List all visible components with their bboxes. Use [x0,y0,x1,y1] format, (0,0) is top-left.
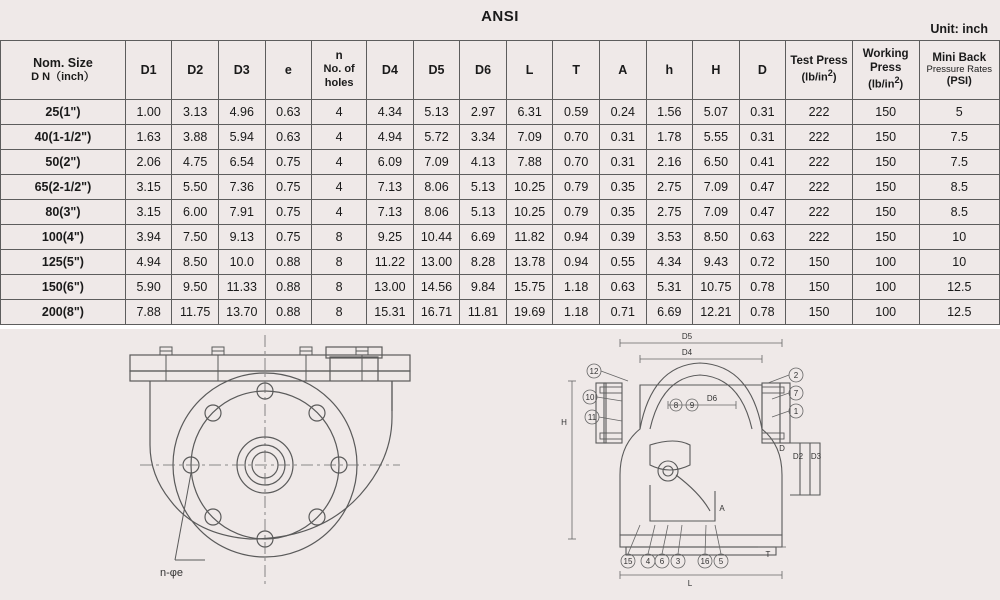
table-row [1,275,1000,300]
cell-d4: 11.22 [367,250,414,275]
cell-d: 0.47 [739,175,786,200]
cell-n: 8 [312,300,367,325]
cell-l: 10.25 [506,200,553,225]
cell-h: 2.75 [646,175,693,200]
cell-mb: 7.5 [919,125,999,150]
cell-a: 0.55 [599,250,646,275]
cell-d2: 8.50 [172,250,219,275]
cell-d6: 11.81 [460,300,507,325]
cell-t: 0.70 [553,150,600,175]
cell-d3: 7.91 [219,200,266,225]
cell-l: 13.78 [506,250,553,275]
cell-tp: 150 [786,250,853,275]
cell-a: 0.31 [599,150,646,175]
cell-wp: 100 [852,300,919,325]
sheet-header [0,0,1000,40]
balloon-5: 5 [718,557,724,566]
column-header-test-press-label: Test Press [790,54,848,67]
cell-d5: 5.13 [413,100,460,125]
column-header-a [599,41,646,100]
cell-d4: 7.13 [367,175,414,200]
cell-wp: 150 [852,150,919,175]
cell-t: 1.18 [553,275,600,300]
cell-nom: 200(8") [1,300,126,325]
cell-d4: 4.34 [367,100,414,125]
column-header-h-small-label: h [665,62,674,77]
column-header-d4-label: D4 [381,62,398,77]
cell-d5: 10.44 [413,225,460,250]
cell-wp: 150 [852,225,919,250]
cell-t: 0.79 [553,175,600,200]
cell-d: 0.72 [739,250,786,275]
column-header-d6-label: D6 [475,62,492,77]
cell-l: 10.25 [506,175,553,200]
table-row [1,125,1000,150]
column-header-n [312,41,367,100]
cell-nom: 65(2-1/2") [1,175,126,200]
column-header-d6 [460,41,507,100]
cell-hh: 10.75 [693,275,740,300]
right-drawing-label-d6: D6 [706,394,718,403]
cell-d5: 7.09 [413,150,460,175]
table-row [1,200,1000,225]
cell-d5: 13.00 [413,250,460,275]
cell-wp: 150 [852,200,919,225]
column-header-d5 [413,41,460,100]
column-header-h-cap-label: H [711,62,721,77]
column-header-working-press-label: Working Press [862,48,909,74]
cell-wp: 100 [852,275,919,300]
right-drawing-label-h: H [561,418,567,427]
cell-t: 1.18 [553,300,600,325]
column-header-e-label: e [284,62,292,77]
cell-t: 0.94 [553,225,600,250]
column-header-nom-size [1,41,126,100]
balloon-2: 2 [793,371,799,380]
cell-n: 8 [312,225,367,250]
cell-d5: 16.71 [413,300,460,325]
column-header-working-press-sub: $(lb/in^2)$ [868,74,904,91]
cell-mb: 8.5 [919,200,999,225]
cell-d2: 3.13 [172,100,219,125]
table-body [1,100,1000,325]
right-drawing-label-a: A [719,504,725,513]
cell-d6: 2.97 [460,100,507,125]
cell-a: 0.31 [599,125,646,150]
column-header-h-cap [693,41,740,100]
cell-t: 0.70 [553,125,600,150]
cell-tp: 222 [786,150,853,175]
cell-d: 0.63 [739,225,786,250]
cell-hh: 5.07 [693,100,740,125]
cell-t: 0.59 [553,100,600,125]
column-header-d1-label: D1 [140,62,157,77]
cell-d1: 1.63 [125,125,172,150]
cell-h: 2.16 [646,150,693,175]
cell-tp: 222 [786,100,853,125]
cell-hh: 7.09 [693,200,740,225]
column-header-mini-back-sub2: (PSI) [946,75,972,88]
column-header-d3 [219,41,266,100]
cell-nom: 100(4") [1,225,126,250]
cell-d: 0.78 [739,275,786,300]
column-header-d2 [172,41,219,100]
cell-d6: 3.34 [460,125,507,150]
cell-d3: 9.13 [219,225,266,250]
balloon-1: 1 [793,407,799,416]
cell-mb: 10 [919,225,999,250]
cell-e: 0.88 [265,275,312,300]
cell-d6: 6.69 [460,225,507,250]
cell-e: 0.88 [265,300,312,325]
drawings-area [0,325,1000,590]
table-row [1,150,1000,175]
specification-table [0,40,1000,325]
cell-h: 5.31 [646,275,693,300]
cell-l: 19.69 [506,300,553,325]
cell-nom: 125(5") [1,250,126,275]
cell-d2: 4.75 [172,150,219,175]
cell-h: 4.34 [646,250,693,275]
cell-l: 7.09 [506,125,553,150]
cell-h: 3.53 [646,225,693,250]
cell-e: 0.88 [265,250,312,275]
balloon-16: 16 [700,557,710,566]
cell-d: 0.47 [739,200,786,225]
cell-nom: 150(6") [1,275,126,300]
right-drawing-label-d5: D5 [681,332,693,341]
cell-a: 0.35 [599,200,646,225]
cell-e: 0.75 [265,150,312,175]
valve-section-view-drawing [500,325,1000,590]
cell-mb: 7.5 [919,150,999,175]
column-header-d [739,41,786,100]
cell-nom: 80(3") [1,200,126,225]
cell-d5: 8.06 [413,200,460,225]
cell-l: 6.31 [506,100,553,125]
cell-hh: 9.43 [693,250,740,275]
cell-hh: 5.55 [693,125,740,150]
cell-d2: 9.50 [172,275,219,300]
right-drawing-label-d4: D4 [681,348,693,357]
cell-e: 0.75 [265,200,312,225]
balloon-9: 9 [689,401,695,410]
table-row [1,300,1000,325]
cell-e: 0.75 [265,225,312,250]
cell-hh: 6.50 [693,150,740,175]
cell-h: 1.78 [646,125,693,150]
balloon-4: 4 [645,557,651,566]
cell-n: 8 [312,250,367,275]
column-header-a-label: A [618,62,628,77]
cell-e: 0.63 [265,100,312,125]
cell-d4: 6.09 [367,150,414,175]
cell-mb: 5 [919,100,999,125]
cell-d6: 5.13 [460,175,507,200]
cell-wp: 100 [852,250,919,275]
cell-h: 2.75 [646,200,693,225]
column-header-mini-back-label: Mini Back [932,51,987,64]
cell-d6: 5.13 [460,200,507,225]
left-drawing-panel [0,325,500,590]
cell-d6: 4.13 [460,150,507,175]
left-drawing-label-0: n-φe [160,567,184,579]
cell-a: 0.24 [599,100,646,125]
cell-d1: 5.90 [125,275,172,300]
column-header-h-small [646,41,693,100]
cell-d5: 14.56 [413,275,460,300]
cell-mb: 12.5 [919,300,999,325]
column-header-d3-label: D3 [233,62,250,77]
cell-d4: 13.00 [367,275,414,300]
cell-d4: 15.31 [367,300,414,325]
cell-n: 4 [312,175,367,200]
cell-d3: 6.54 [219,150,266,175]
cell-d1: 7.88 [125,300,172,325]
cell-tp: 222 [786,175,853,200]
cell-d3: 5.94 [219,125,266,150]
cell-mb: 12.5 [919,275,999,300]
cell-n: 4 [312,100,367,125]
cell-e: 0.75 [265,175,312,200]
cell-l: 11.82 [506,225,553,250]
column-header-l-label: L [525,62,534,77]
balloon-12: 12 [589,367,599,376]
cell-tp: 222 [786,125,853,150]
cell-l: 15.75 [506,275,553,300]
cell-d: 0.31 [739,125,786,150]
cell-d4: 7.13 [367,200,414,225]
cell-d1: 4.94 [125,250,172,275]
column-header-mini-back [919,41,999,100]
cell-d1: 1.00 [125,100,172,125]
cell-d6: 8.28 [460,250,507,275]
column-header-l [506,41,553,100]
cell-nom: 40(1-1/2") [1,125,126,150]
column-header-mini-back-sub: Pressure Rates [926,63,992,75]
cell-wp: 150 [852,100,919,125]
cell-wp: 150 [852,125,919,150]
column-header-e [265,41,312,100]
cell-nom: 25(1") [1,100,126,125]
cell-e: 0.63 [265,125,312,150]
cell-tp: 150 [786,275,853,300]
cell-d1: 3.94 [125,225,172,250]
table-row [1,225,1000,250]
cell-l: 7.88 [506,150,553,175]
column-header-n-label: n [335,50,343,63]
balloon-6: 6 [659,557,665,566]
cell-hh: 7.09 [693,175,740,200]
cell-tp: 150 [786,300,853,325]
cell-d3: 4.96 [219,100,266,125]
cell-d: 0.31 [739,100,786,125]
cell-d2: 3.88 [172,125,219,150]
column-header-d-label: D [757,62,767,77]
cell-d1: 3.15 [125,200,172,225]
table-row [1,100,1000,125]
valve-side-view-drawing [0,325,500,590]
cell-d3: 10.0 [219,250,266,275]
cell-d5: 8.06 [413,175,460,200]
cell-wp: 150 [852,175,919,200]
right-drawing-label-d: D [779,444,785,453]
cell-tp: 222 [786,200,853,225]
cell-n: 4 [312,125,367,150]
cell-d4: 9.25 [367,225,414,250]
column-header-n-sub: No. of holes [323,63,355,89]
right-drawing-panel [500,325,1000,590]
balloon-15: 15 [623,557,633,566]
cell-mb: 8.5 [919,175,999,200]
cell-d3: 11.33 [219,275,266,300]
column-header-d1 [125,41,172,100]
cell-d2: 11.75 [172,300,219,325]
cell-t: 0.79 [553,200,600,225]
column-header-test-press [786,41,853,100]
column-header-d2-label: D2 [187,62,204,77]
table-header-row [1,41,1000,100]
right-drawing-label-t: T [765,550,771,559]
cell-hh: 12.21 [693,300,740,325]
balloon-3: 3 [675,557,681,566]
cell-d1: 2.06 [125,150,172,175]
column-header-t [553,41,600,100]
cell-h: 6.69 [646,300,693,325]
cell-d2: 5.50 [172,175,219,200]
cell-n: 4 [312,200,367,225]
column-header-t-label: T [572,62,580,77]
right-drawing-label-d3: D3 [810,452,822,461]
column-header-d4 [367,41,414,100]
column-header-nom-size-sub: D N（inch） [31,70,95,83]
cell-hh: 8.50 [693,225,740,250]
cell-a: 0.35 [599,175,646,200]
page-title: ANSI [481,8,519,25]
cell-a: 0.63 [599,275,646,300]
column-header-working-press [852,41,919,100]
cell-d3: 13.70 [219,300,266,325]
cell-d: 0.78 [739,300,786,325]
balloon-7: 7 [793,389,799,398]
balloon-11: 11 [587,413,597,422]
balloon-8: 8 [673,401,679,410]
cell-n: 8 [312,275,367,300]
column-header-nom-size-label: Nom. Size [33,56,93,71]
column-header-d5-label: D5 [428,62,445,77]
balloon-10: 10 [585,393,595,402]
cell-d2: 6.00 [172,200,219,225]
cell-d3: 7.36 [219,175,266,200]
cell-n: 4 [312,150,367,175]
cell-d4: 4.94 [367,125,414,150]
right-drawing-label-l: L [687,579,693,588]
cell-d1: 3.15 [125,175,172,200]
cell-d2: 7.50 [172,225,219,250]
cell-d: 0.41 [739,150,786,175]
cell-a: 0.71 [599,300,646,325]
cell-d6: 9.84 [460,275,507,300]
cell-d5: 5.72 [413,125,460,150]
table-row [1,250,1000,275]
unit-note: Unit: inch [930,22,988,36]
cell-nom: 50(2") [1,150,126,175]
cell-mb: 10 [919,250,999,275]
right-drawing-label-d2: D2 [792,452,804,461]
column-header-test-press-sub: $(lb/in^2)$ [801,68,837,84]
cell-h: 1.56 [646,100,693,125]
cell-tp: 222 [786,225,853,250]
cell-t: 0.94 [553,250,600,275]
cell-a: 0.39 [599,225,646,250]
table-row [1,175,1000,200]
